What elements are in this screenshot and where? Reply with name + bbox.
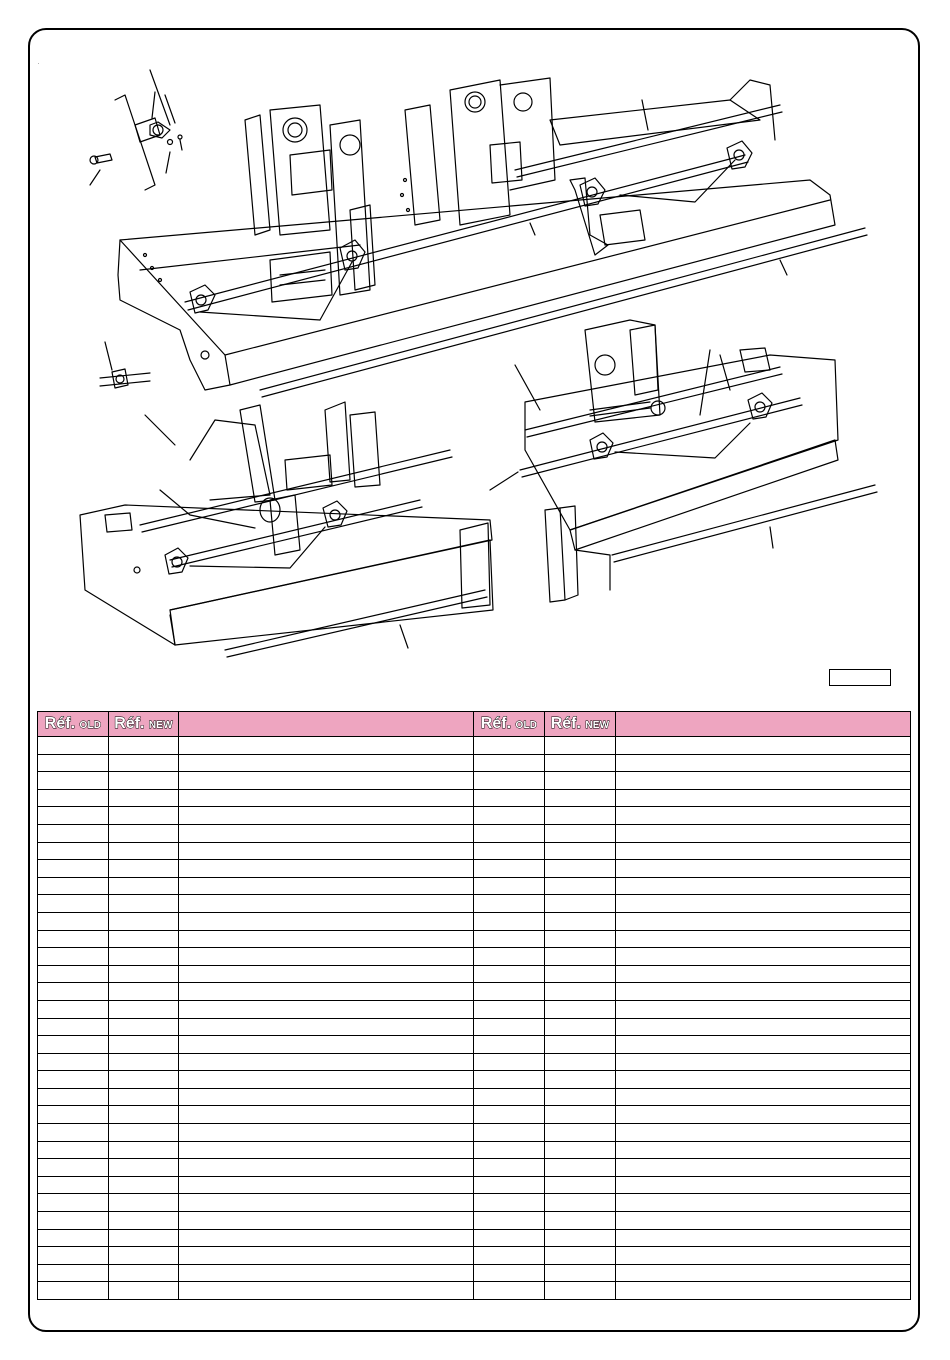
table-cell — [109, 1194, 179, 1212]
table-cell — [474, 807, 545, 825]
table-cell — [616, 1141, 911, 1159]
table-cell — [474, 1247, 545, 1265]
table-cell — [109, 948, 179, 966]
table-cell — [38, 824, 109, 842]
table-cell — [545, 737, 616, 755]
table-cell — [616, 1176, 911, 1194]
table-row — [38, 860, 911, 878]
top-assembly — [90, 70, 867, 397]
table-cell — [38, 1000, 109, 1018]
table-cell — [179, 1194, 474, 1212]
table-cell — [616, 965, 911, 983]
table-cell — [616, 1247, 911, 1265]
table-cell — [474, 1229, 545, 1247]
table-cell — [545, 754, 616, 772]
table-cell — [179, 965, 474, 983]
table-cell — [545, 1000, 616, 1018]
table-cell — [179, 1071, 474, 1089]
table-cell — [616, 895, 911, 913]
table-cell — [616, 1036, 911, 1054]
table-cell — [474, 983, 545, 1001]
drawing-reference-box — [829, 669, 891, 686]
table-cell — [38, 860, 109, 878]
table-row — [38, 1000, 911, 1018]
table-cell — [109, 983, 179, 1001]
table-cell — [109, 1141, 179, 1159]
header-description-2 — [616, 712, 911, 737]
table-cell — [545, 1194, 616, 1212]
table-row — [38, 1141, 911, 1159]
table-cell — [179, 842, 474, 860]
table-cell — [545, 1212, 616, 1230]
table-cell — [616, 737, 911, 755]
table-cell — [474, 930, 545, 948]
table-cell — [38, 789, 109, 807]
table-cell — [38, 1194, 109, 1212]
table-cell — [179, 754, 474, 772]
table-cell — [109, 1106, 179, 1124]
table-row — [38, 842, 911, 860]
table-cell — [38, 948, 109, 966]
table-cell — [109, 842, 179, 860]
table-cell — [38, 1106, 109, 1124]
table-row — [38, 807, 911, 825]
table-cell — [474, 842, 545, 860]
table-cell — [179, 737, 474, 755]
table-cell — [616, 983, 911, 1001]
table-row — [38, 1282, 911, 1300]
table-cell — [545, 842, 616, 860]
table-row — [38, 912, 911, 930]
table-cell — [179, 807, 474, 825]
table-cell — [179, 1053, 474, 1071]
table-cell — [545, 948, 616, 966]
table-cell — [474, 1176, 545, 1194]
table-cell — [179, 1159, 474, 1177]
svg-text:.: . — [38, 60, 40, 66]
table-cell — [109, 912, 179, 930]
table-cell — [179, 930, 474, 948]
table-cell — [474, 1159, 545, 1177]
table-cell — [38, 1247, 109, 1265]
table-cell — [38, 737, 109, 755]
table-cell — [616, 1000, 911, 1018]
table-cell — [179, 1018, 474, 1036]
table-cell — [38, 1124, 109, 1142]
table-cell — [38, 1212, 109, 1230]
table-cell — [474, 1088, 545, 1106]
header-ref-new: Réf. NEW — [109, 712, 179, 737]
table-cell — [545, 1159, 616, 1177]
table-row — [38, 1053, 911, 1071]
table-cell — [109, 1036, 179, 1054]
table-row — [38, 1229, 911, 1247]
table-cell — [545, 1036, 616, 1054]
table-cell — [179, 860, 474, 878]
parts-table-header — [38, 712, 911, 737]
table-cell — [545, 965, 616, 983]
table-row — [38, 930, 911, 948]
table-cell — [545, 1018, 616, 1036]
table-row — [38, 1106, 911, 1124]
table-cell — [179, 877, 474, 895]
table-cell — [616, 948, 911, 966]
table-cell — [616, 877, 911, 895]
table-cell — [474, 965, 545, 983]
table-cell — [38, 1018, 109, 1036]
table-cell — [474, 1194, 545, 1212]
table-cell — [474, 895, 545, 913]
table-cell — [474, 1053, 545, 1071]
table-cell — [38, 1282, 109, 1300]
table-cell — [474, 912, 545, 930]
table-row — [38, 772, 911, 790]
table-cell — [545, 1088, 616, 1106]
table-cell — [474, 1141, 545, 1159]
table-cell — [179, 1036, 474, 1054]
table-cell — [474, 1106, 545, 1124]
table-cell — [474, 1212, 545, 1230]
table-cell — [179, 789, 474, 807]
table-cell — [179, 1247, 474, 1265]
table-cell — [616, 860, 911, 878]
table-cell — [38, 1053, 109, 1071]
table-cell — [545, 789, 616, 807]
table-cell — [109, 1212, 179, 1230]
table-cell — [545, 1053, 616, 1071]
table-cell — [38, 965, 109, 983]
table-cell — [38, 754, 109, 772]
table-cell — [545, 1176, 616, 1194]
table-cell — [179, 895, 474, 913]
table-cell — [474, 1124, 545, 1142]
parts-table-body — [38, 737, 911, 1300]
table-cell — [616, 789, 911, 807]
table-cell — [545, 1124, 616, 1142]
table-cell — [179, 1088, 474, 1106]
table-cell — [38, 1229, 109, 1247]
table-cell — [474, 1264, 545, 1282]
table-cell — [474, 1036, 545, 1054]
table-row — [38, 737, 911, 755]
table-row — [38, 1088, 911, 1106]
table-cell — [474, 877, 545, 895]
table-cell — [109, 1282, 179, 1300]
table-row — [38, 754, 911, 772]
table-cell — [109, 1018, 179, 1036]
header-ref-old: Réf. OLD — [38, 712, 109, 737]
table-cell — [179, 1141, 474, 1159]
table-cell — [545, 1264, 616, 1282]
table-cell — [616, 754, 911, 772]
table-cell — [179, 1212, 474, 1230]
table-cell — [616, 1212, 911, 1230]
table-cell — [616, 930, 911, 948]
table-row — [38, 983, 911, 1001]
table-cell — [616, 824, 911, 842]
table-cell — [38, 912, 109, 930]
table-cell — [38, 1141, 109, 1159]
table-row — [38, 948, 911, 966]
table-cell — [616, 1088, 911, 1106]
table-cell — [109, 789, 179, 807]
table-cell — [109, 860, 179, 878]
table-row — [38, 1212, 911, 1230]
table-cell — [545, 824, 616, 842]
table-cell — [38, 983, 109, 1001]
table-cell — [38, 1036, 109, 1054]
table-cell — [545, 912, 616, 930]
table-cell — [109, 824, 179, 842]
table-cell — [179, 1000, 474, 1018]
table-row — [38, 789, 911, 807]
table-cell — [545, 983, 616, 1001]
table-cell — [616, 807, 911, 825]
table-row — [38, 1194, 911, 1212]
table-cell — [179, 1124, 474, 1142]
table-cell — [109, 1000, 179, 1018]
table-cell — [616, 772, 911, 790]
table-cell — [474, 860, 545, 878]
table-cell — [38, 807, 109, 825]
table-cell — [38, 842, 109, 860]
table-row — [38, 1247, 911, 1265]
table-cell — [474, 1071, 545, 1089]
table-cell — [38, 895, 109, 913]
table-cell — [109, 1071, 179, 1089]
header-description — [179, 712, 474, 737]
table-cell — [109, 1264, 179, 1282]
table-cell — [179, 1282, 474, 1300]
table-cell — [545, 1282, 616, 1300]
table-row — [38, 965, 911, 983]
table-row — [38, 895, 911, 913]
table-cell — [616, 1106, 911, 1124]
table-cell — [545, 1229, 616, 1247]
table-row — [38, 1124, 911, 1142]
table-cell — [109, 807, 179, 825]
table-cell — [179, 1229, 474, 1247]
table-cell — [545, 807, 616, 825]
table-row — [38, 1159, 911, 1177]
table-row — [38, 877, 911, 895]
table-cell — [545, 877, 616, 895]
table-cell — [109, 895, 179, 913]
table-cell — [179, 1264, 474, 1282]
header-ref-new-2: Réf. NEW — [545, 712, 616, 737]
table-cell — [474, 789, 545, 807]
table-cell — [109, 1159, 179, 1177]
table-cell — [109, 1229, 179, 1247]
table-cell — [38, 1071, 109, 1089]
table-cell — [38, 1264, 109, 1282]
table-cell — [616, 912, 911, 930]
table-cell — [616, 1159, 911, 1177]
table-cell — [109, 754, 179, 772]
table-cell — [545, 772, 616, 790]
table-cell — [179, 1176, 474, 1194]
table-cell — [109, 772, 179, 790]
table-cell — [179, 824, 474, 842]
table-cell — [38, 1088, 109, 1106]
table-cell — [545, 1106, 616, 1124]
table-cell — [616, 1018, 911, 1036]
table-cell — [109, 877, 179, 895]
table-cell — [474, 1018, 545, 1036]
table-cell — [616, 1194, 911, 1212]
table-cell — [38, 1159, 109, 1177]
header-ref-old-2: Réf. OLD — [474, 712, 545, 737]
table-cell — [38, 877, 109, 895]
table-cell — [545, 1071, 616, 1089]
table-row — [38, 1176, 911, 1194]
table-cell — [179, 983, 474, 1001]
table-cell — [109, 930, 179, 948]
table-cell — [109, 737, 179, 755]
table-row — [38, 1264, 911, 1282]
table-row — [38, 824, 911, 842]
bottom-right-assembly — [490, 320, 877, 602]
table-cell — [474, 1282, 545, 1300]
table-cell — [616, 1229, 911, 1247]
table-cell — [474, 1000, 545, 1018]
parts-table — [37, 711, 911, 1300]
table-cell — [616, 1071, 911, 1089]
table-cell — [616, 1053, 911, 1071]
table-cell — [38, 1176, 109, 1194]
table-cell — [474, 754, 545, 772]
table-cell — [545, 930, 616, 948]
table-cell — [109, 965, 179, 983]
table-cell — [545, 1247, 616, 1265]
table-cell — [38, 930, 109, 948]
table-row — [38, 1036, 911, 1054]
exploded-parts-drawing — [30, 30, 920, 700]
table-cell — [474, 737, 545, 755]
table-cell — [545, 895, 616, 913]
table-cell — [616, 1282, 911, 1300]
table-cell — [179, 1106, 474, 1124]
table-cell — [474, 948, 545, 966]
table-cell — [474, 824, 545, 842]
table-cell — [616, 1264, 911, 1282]
table-cell — [179, 912, 474, 930]
table-row — [38, 1071, 911, 1089]
table-row — [38, 1018, 911, 1036]
table-cell — [179, 948, 474, 966]
table-cell — [109, 1247, 179, 1265]
table-cell — [109, 1176, 179, 1194]
table-cell — [545, 860, 616, 878]
table-cell — [616, 842, 911, 860]
bottom-left-assembly — [80, 402, 493, 657]
table-cell — [179, 772, 474, 790]
table-cell — [545, 1141, 616, 1159]
table-cell — [616, 1124, 911, 1142]
table-cell — [474, 772, 545, 790]
table-cell — [109, 1124, 179, 1142]
table-cell — [109, 1088, 179, 1106]
table-cell — [38, 772, 109, 790]
table-cell — [109, 1053, 179, 1071]
